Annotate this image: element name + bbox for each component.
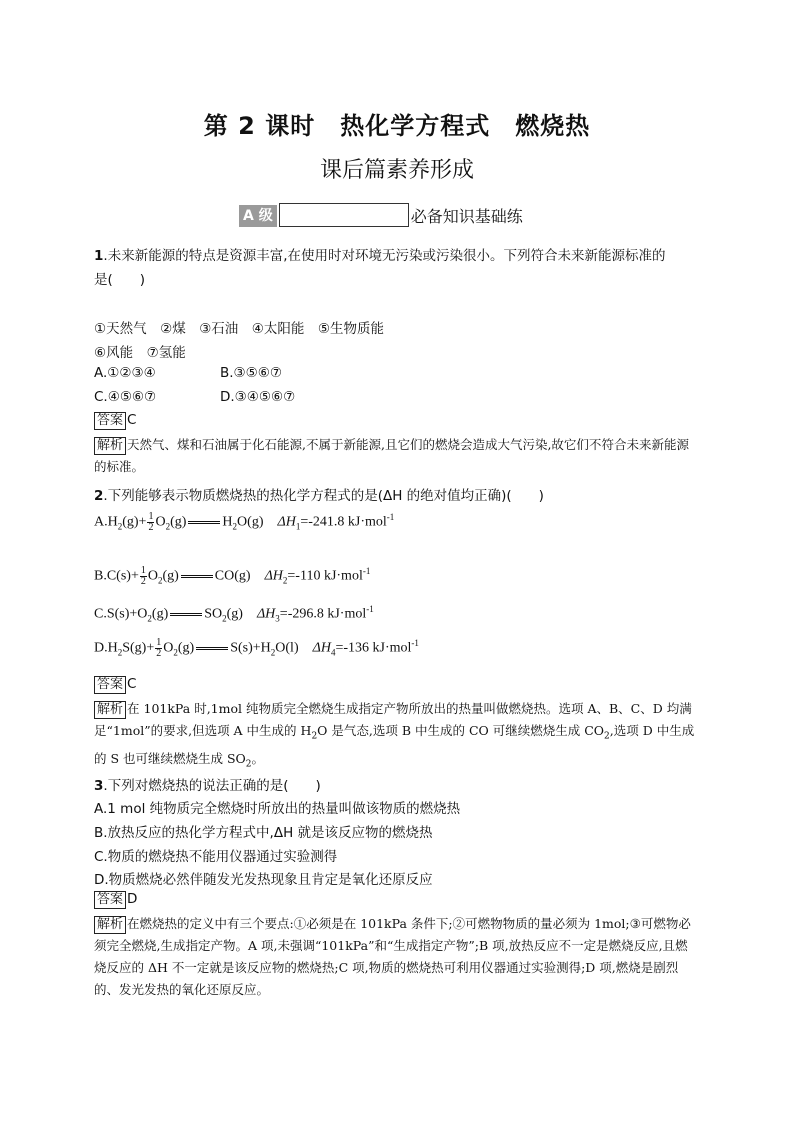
q3-option-b: B.放热反应的热化学方程式中,ΔH 就是该反应物的燃烧热: [94, 825, 433, 841]
page-subtitle: 课后篇素养形成: [319, 158, 474, 183]
equation-arrow: [181, 575, 213, 578]
q3-explanation: 解析 在燃烧热的定义中有三个要点:①必须是在 101kPa 条件下;②可燃物物质的量必须为 1mol;③可燃物必须完全燃烧,生成指定产物。A 项,未强调“101kPa”和“生成指定产物”;B 项,放热反应不一定是燃烧反应,且燃烧反应的 ΔH 不一定就是该反应物的燃烧热;C 项,物质的燃烧热可利用仪器通过实验测得;D 项,燃烧是剧烈的、发光发热的氧化还原反应。: [94, 916, 691, 997]
q1-answer: 答案 C: [94, 412, 136, 430]
q1-option-c: C.④⑤⑥⑦: [94, 389, 157, 405]
q3-answer: 答案 D: [94, 891, 137, 909]
equation-arrow: [170, 613, 202, 616]
half-fraction: $\frac{1}{2}$: [156, 637, 162, 659]
q1-stem-line1: 1.未来新能源的特点是资源丰富,在使用时对环境无污染或污染很小。下列符合未来新能源标准的: [94, 248, 666, 264]
equation-arrow: [188, 521, 220, 524]
q1-items-line1: ①天然气 ②煤 ③石油 ④太阳能 ⑤生物质能: [94, 321, 385, 337]
q3-option-c: C.物质的燃烧热不能用仪器通过实验测得: [94, 849, 338, 865]
level-score-box: [279, 203, 409, 227]
q3-stem: 3.下列对燃烧热的说法正确的是( ): [94, 778, 321, 794]
level-badge: A 级: [239, 205, 277, 227]
q1-option-a: A.①②③④: [94, 365, 156, 381]
q2-stem: 2.下列能够表示物质燃烧热的热化学方程式的是(ΔH 的绝对值均正确)( ): [94, 488, 544, 504]
q2-explanation: 解析 在 101kPa 时,1mol 纯物质完全燃烧生成指定产物所放出的热量叫做燃烧热。选项 A、B、C、D 均满足“1mol”的要求,但选项 A 中生成的 $H_2O$ 是气态,选项 B 中生成的 CO 可继续燃烧生成 $CO_2$,选项 D 中生成的 S 也可继续燃烧生成 $SO_2$。: [94, 701, 695, 769]
level-text: 必备知识基础练: [410, 207, 523, 226]
q2-option-c: $C.S(s)+O_2(g)$ $SO_2(g)$ $\Delta H_3=-296.8$ kJ·mol$^{-1}$: [94, 604, 374, 624]
half-fraction: $\frac{1}{2}$: [148, 511, 154, 533]
q1-explanation: 解析 天然气、煤和石油属于化石能源,不属于新能源,且它们的燃烧会造成大气污染,故它们不符合未来新能源的标准。: [94, 437, 689, 474]
q3-option-a: A.1 mol 纯物质完全燃烧时所放出的热量叫做该物质的燃烧热: [94, 801, 461, 817]
q2-option-d: $D.H_2S(g)+$ $\frac{1}{2}$ $O_2(g)$ $S(s)+H_2O(l)$ $\Delta H_4=-136$ kJ·mol$^{-1}$: [94, 637, 419, 659]
q2-option-b: B.C(s)+ $\frac{1}{2}$ $O_2(g)$ CO(g) $\Delta H_2=-110$ kJ·mol$^{-1}$: [94, 565, 371, 587]
page-title: 第 2 课时 热化学方程式 燃烧热: [203, 112, 591, 140]
q1-stem-line2: 是( ): [94, 272, 146, 288]
half-fraction: $\frac{1}{2}$: [140, 565, 146, 587]
q1-option-d: D.③④⑤⑥⑦: [220, 389, 296, 405]
q3-option-d: D.物质燃烧必然伴随发光发热现象且肯定是氧化还原反应: [94, 872, 433, 888]
q2-answer: 答案 C: [94, 676, 136, 694]
equation-arrow: [196, 647, 228, 650]
q1-items-line2: ⑥风能 ⑦氢能: [94, 345, 186, 361]
q2-option-a: $A.H_2(g)+$ $\frac{1}{2}$ $O_2(g)$ $H_2O(g)$ $\Delta H_1=-241.8$ kJ·mol$^{-1}$: [94, 511, 395, 533]
level-header: [239, 201, 523, 227]
q1-option-b: B.③⑤⑥⑦: [220, 365, 282, 381]
